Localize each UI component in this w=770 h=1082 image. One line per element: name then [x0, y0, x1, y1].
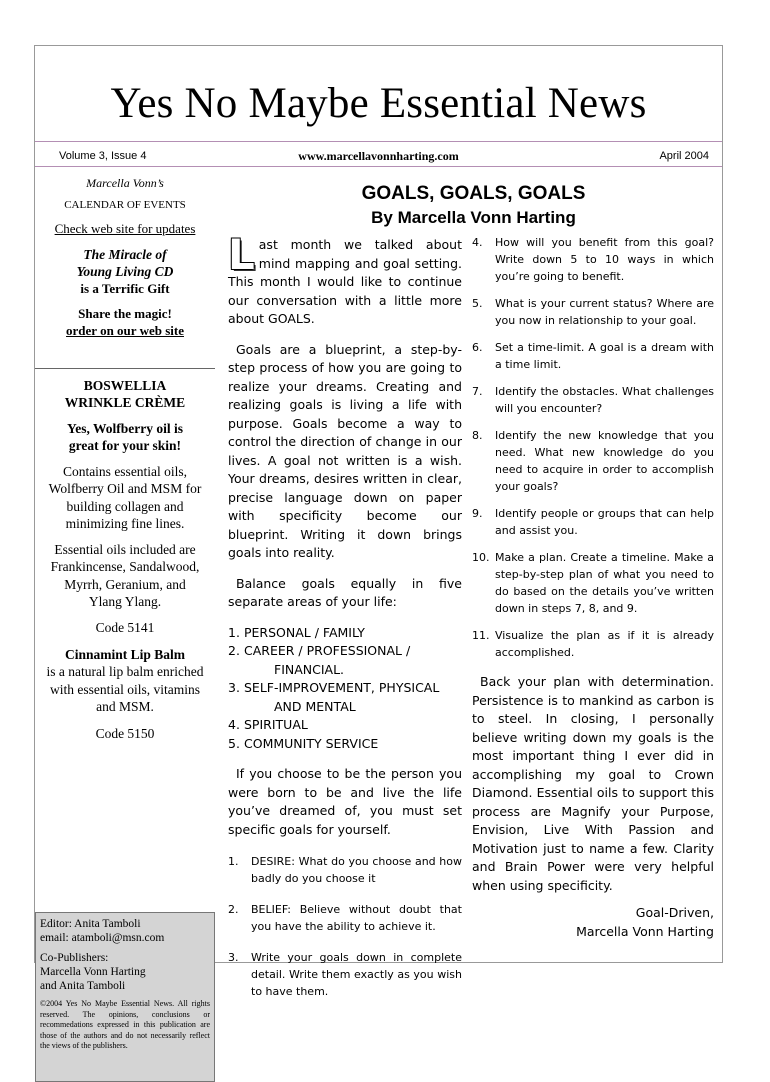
product1-tagline-line1: Yes, Wolfberry oil is — [67, 421, 183, 436]
list-item: 5. COMMUNITY SERVICE — [228, 735, 379, 751]
balance-paragraph: Balance goals equally in five separate areas of your life: — [228, 575, 462, 609]
newsletter-title: Yes No Maybe Essential News — [110, 80, 647, 127]
list-item: 3. SELF-IMPROVEMENT, PHYSICAL — [228, 680, 440, 695]
order-link[interactable]: order on our web site — [66, 323, 184, 338]
product1-description: Contains essential oils, Wolfberry Oil and MSM for building collagen and minimizing fine lines. — [48, 464, 202, 531]
website-link[interactable]: www.marcellavonnharting.com — [298, 149, 459, 163]
calendar-link[interactable]: Check web site for updates — [54, 221, 196, 236]
blueprint-paragraph: Goals are a blueprint, a step-by-step process of how you are going to realize your dreams. Creating and realizing goals is living a life with purpose. Goals become a way to control the direction of change in our lives. A goal not written is a wish. Your dreams, desires written in clear, precise language down on paper with specificity become our blueprint. Writing it down brings goals into reality. — [228, 341, 462, 560]
life-areas-list — [228, 624, 462, 754]
sidebar-calendar-section — [35, 175, 215, 339]
copublisher-2: and Anita Tamboli — [40, 980, 126, 992]
sidebar-products-section — [35, 377, 215, 742]
signoff — [472, 903, 714, 941]
article-headline: GOALS, GOALS, GOALS — [361, 183, 586, 204]
product1-name-line1: BOSWELLIA — [83, 378, 167, 393]
list-item: 3. Write your goals down in complete detail. Write them exactly as you wish to have them. — [228, 951, 462, 998]
list-item: 4. How will you benefit from this goal? Write down 5 to 10 ways in which you’re going to benefit. — [472, 236, 714, 283]
product1-name-line2: WRINKLE CRÈME — [64, 395, 186, 410]
product2-description: is a natural lip balm enriched with essential oils, vitamins and MSM. — [46, 664, 204, 714]
signoff-line1: Goal-Driven, — [635, 905, 714, 920]
list-item: 7. Identify the obstacles. What challenges will you encounter? — [472, 385, 714, 415]
product1-oils: Essential oils included are Frankincense, Sandalwood, Myrrh, Geranium, and Ylang Ylang. — [50, 542, 200, 610]
calendar-label: CALENDAR OF EVENTS — [64, 199, 186, 211]
list-item: 1. PERSONAL / FAMILY — [228, 624, 365, 640]
product2-name: Cinnamint Lip Balm — [64, 647, 186, 663]
intro-paragraph — [228, 230, 462, 329]
sidebar-divider — [35, 368, 215, 369]
editor-email[interactable]: email: atamboli@msn.com — [40, 932, 165, 944]
steps-list-right — [472, 234, 714, 661]
list-item: 6. Set a time-limit. A goal is a dream with a time limit. — [472, 341, 714, 371]
steps-list-left — [228, 853, 462, 1000]
list-item: 8. Identify the new knowledge that you need. What new knowledge do you need to acquire in order to accomplish your goals? — [472, 429, 714, 493]
cd-title-line2: Young Living CD — [76, 264, 174, 279]
editor-name: Editor: Anita Tamboli — [40, 918, 141, 930]
cd-title-line1: The Miracle of — [83, 247, 167, 262]
article-column-right — [472, 236, 714, 941]
article-column-left — [228, 230, 462, 1000]
list-item: 2. BELIEF: Believe without doubt that you have the ability to achieve it. — [228, 903, 462, 933]
list-item: 9. Identify people or groups that can help and assist you. — [472, 507, 714, 537]
calendar-owner: Marcella Vonn’s — [86, 176, 164, 190]
list-item: 11. Visualize the plan as if it is already accomplished. — [472, 629, 714, 659]
list-item: 4. SPIRITUAL — [228, 717, 308, 732]
list-item: 10. Make a plan. Create a timeline. Make a step-by-step plan of what you need to do based on the details you’ve written down in steps 7, 8, and 9. — [472, 551, 714, 615]
editor-box — [35, 912, 215, 1082]
copyright-notice: ©2004 Yes No Maybe Essential News. All rights reserved. The opinions, conclusions or recommedations expressed in this publication are those of the authors and do not necessarily reflect the views of the publishers. — [40, 999, 210, 1050]
product1-code: Code 5141 — [95, 620, 155, 636]
issue-info-bar — [35, 142, 722, 167]
product2-code: Code 5150 — [95, 726, 155, 742]
article-byline: By Marcella Vonn Harting — [371, 208, 576, 227]
copublisher-1: Marcella Vonn Harting — [40, 966, 146, 978]
article-header — [225, 182, 722, 230]
list-item: 1. DESIRE: What do you choose and how badly do you choose it — [228, 855, 462, 885]
closing-paragraph: Back your plan with determination. Persistence is to mankind as carbon is to steel. In closing, I personally believe writing down my goals is the most important thing I ever did in accomplishing my goal to Crown Diamond. Essential oils to support this process are Magnify your Purpose, Envision, Live With Passion and Motivation just to name a few. Clarity and Brain Power were very helpful when using specificity. — [472, 674, 714, 893]
product1-tagline-line2: great for your skin! — [68, 438, 182, 453]
list-item: 2. CAREER / PROFESSIONAL / — [228, 643, 411, 658]
cd-subtitle: is a Terrific Gift — [80, 281, 170, 296]
issue-number: Volume 3, Issue 4 — [59, 150, 147, 162]
list-item: 5. What is your current status? Where are you now in relationship to your goal. — [472, 297, 714, 327]
choose-paragraph: If you choose to be the person you were born to be and live the life you’ve dreamed of, you must set specific goals for yourself. — [228, 766, 462, 837]
list-item-continued: AND MENTAL — [274, 698, 356, 714]
drop-cap: L — [228, 230, 255, 279]
masthead — [35, 46, 722, 142]
signoff-author: Marcella Vonn Harting — [576, 924, 714, 939]
copublishers-label: Co-Publishers: — [40, 952, 109, 964]
share-label: Share the magic! — [78, 306, 172, 321]
issue-date: April 2004 — [659, 150, 709, 162]
newsletter-page — [34, 45, 723, 1050]
list-item-continued: FINANCIAL. — [274, 661, 345, 677]
intro-text: ast month we talked about mind mapping and goal setting. This month I would like to continue our conversation with a little more about GOALS. — [228, 237, 462, 326]
